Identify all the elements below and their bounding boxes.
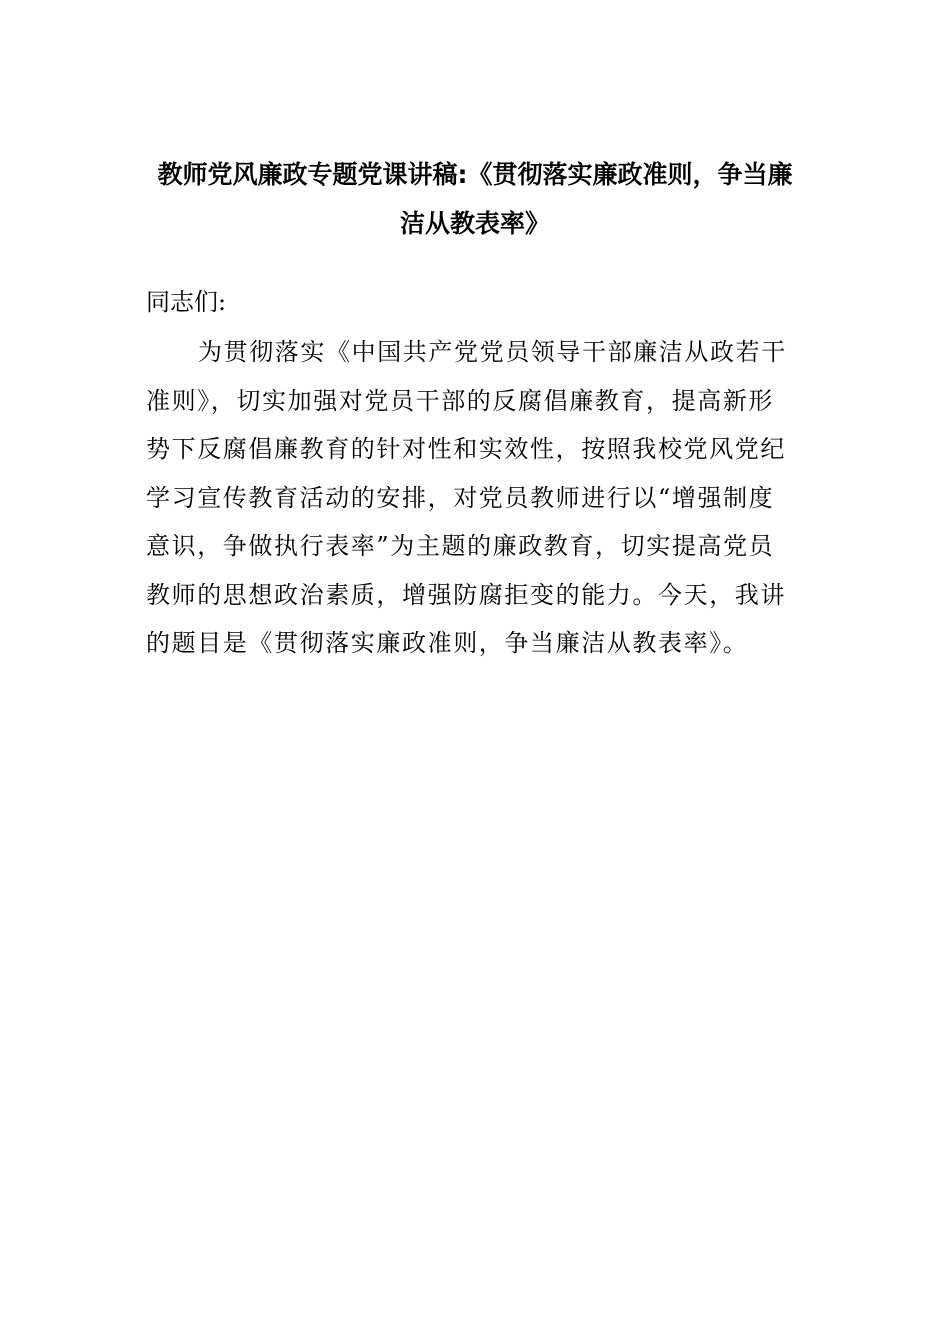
paragraph-line: 势下反腐倡廉教育的针对性和实效性，按照我校党风党纪: [146, 435, 786, 463]
body-paragraph: [146, 328, 806, 668]
paragraph-line: 的题目是《贯彻落实廉政准则，争当廉洁从教表率》。: [146, 629, 749, 657]
paragraph-line: 教师的思想政治素质，增强防腐拒变的能力。今天，我讲: [146, 580, 786, 609]
paragraph-line: 准则》，切实加强对党员干部的反腐倡廉教育，提高新形: [146, 386, 774, 415]
paragraph-line: 意识，争做执行表率”为主题的廉政教育，切实提高党员: [146, 532, 775, 560]
greeting: 同志们:: [146, 288, 227, 316]
title-line-1: 教师党风廉政专题党课讲稿:《贯彻落实廉政准则，争当廉: [157, 160, 793, 189]
paragraph-line: 学习宣传教育活动的安排，对党员教师进行以“增强制度: [146, 483, 775, 512]
paragraph-line: 为贯彻落实《中国共产党党员领导干部廉洁从政若干: [198, 338, 787, 366]
title-line-2: 洁从教表率》: [399, 209, 550, 238]
document-title: [130, 150, 820, 248]
